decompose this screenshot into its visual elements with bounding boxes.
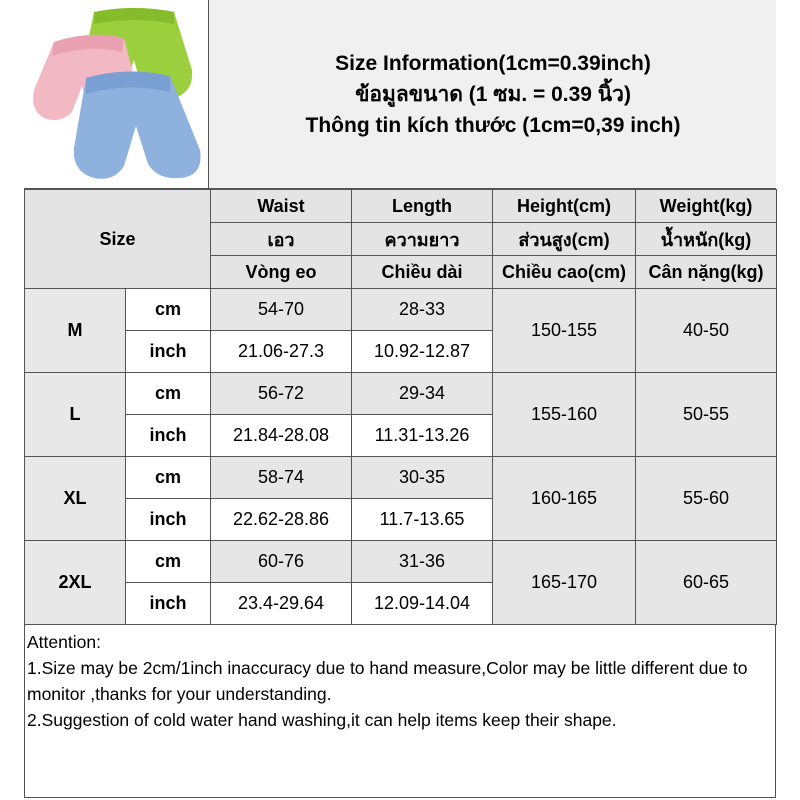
unit-inch: inch <box>126 499 211 541</box>
length-cm: 29-34 <box>352 373 493 415</box>
height-value: 165-170 <box>493 541 636 625</box>
col-length-en: Length <box>352 190 493 223</box>
unit-inch: inch <box>126 331 211 373</box>
unit-cm: cm <box>126 289 211 331</box>
col-weight-vi: Cân nặng(kg) <box>636 256 777 289</box>
col-height-en: Height(cm) <box>493 190 636 223</box>
col-height-vi: Chiều cao(cm) <box>493 256 636 289</box>
col-waist-th: เอว <box>211 223 352 256</box>
table-row <box>25 457 777 499</box>
length-inch: 12.09-14.04 <box>352 583 493 625</box>
length-inch: 10.92-12.87 <box>352 331 493 373</box>
notes-heading: Attention: <box>27 632 101 652</box>
title-thai: ข้อมูลขนาด (1 ซม. = 0.39 นิ้ว) <box>355 82 631 106</box>
length-inch: 11.7-13.65 <box>352 499 493 541</box>
col-waist-vi: Vòng eo <box>211 256 352 289</box>
unit-cm: cm <box>126 541 211 583</box>
size-chart-header <box>24 0 776 189</box>
waist-inch: 21.06-27.3 <box>211 331 352 373</box>
size-name: L <box>25 373 126 457</box>
waist-cm: 60-76 <box>211 541 352 583</box>
waist-inch: 21.84-28.08 <box>211 415 352 457</box>
size-name: M <box>25 289 126 373</box>
weight-value: 50-55 <box>636 373 777 457</box>
size-table <box>24 189 777 625</box>
height-value: 155-160 <box>493 373 636 457</box>
title-english: Size Information(1cm=0.39inch) <box>335 51 651 75</box>
note-accuracy: 1.Size may be 2cm/1inch inaccuracy due to hand measure,Color may be little different due to monitor ,thanks for your understanding. <box>27 658 753 704</box>
length-cm: 30-35 <box>352 457 493 499</box>
weight-value: 40-50 <box>636 289 777 373</box>
size-name: 2XL <box>25 541 126 625</box>
table-row <box>25 289 777 331</box>
col-length-th: ความยาว <box>352 223 493 256</box>
title-vietnamese: Thông tin kích thước (1cm=0,39 inch) <box>305 113 681 137</box>
height-value: 150-155 <box>493 289 636 373</box>
height-value: 160-165 <box>493 457 636 541</box>
unit-inch: inch <box>126 583 211 625</box>
col-length-vi: Chiều dài <box>352 256 493 289</box>
note-washing: 2.Suggestion of cold water hand washing,it can help items keep their shape. <box>27 710 617 730</box>
waist-cm: 56-72 <box>211 373 352 415</box>
waist-cm: 54-70 <box>211 289 352 331</box>
col-waist-en: Waist <box>211 190 352 223</box>
size-name: XL <box>25 457 126 541</box>
size-header: Size <box>25 190 211 289</box>
size-info-title <box>210 0 776 188</box>
table-row <box>25 373 777 415</box>
waist-inch: 22.62-28.86 <box>211 499 352 541</box>
attention-notes <box>27 629 772 733</box>
waist-cm: 58-74 <box>211 457 352 499</box>
product-photo <box>24 0 209 188</box>
col-weight-en: Weight(kg) <box>636 190 777 223</box>
col-height-th: ส่วนสูง(cm) <box>493 223 636 256</box>
unit-inch: inch <box>126 415 211 457</box>
col-weight-th: น้ำหนัก(kg) <box>636 223 777 256</box>
length-cm: 31-36 <box>352 541 493 583</box>
length-cm: 28-33 <box>352 289 493 331</box>
length-inch: 11.31-13.26 <box>352 415 493 457</box>
weight-value: 55-60 <box>636 457 777 541</box>
table-row <box>25 541 777 583</box>
shorts-illustration <box>24 0 208 188</box>
weight-value: 60-65 <box>636 541 777 625</box>
unit-cm: cm <box>126 457 211 499</box>
unit-cm: cm <box>126 373 211 415</box>
waist-inch: 23.4-29.64 <box>211 583 352 625</box>
